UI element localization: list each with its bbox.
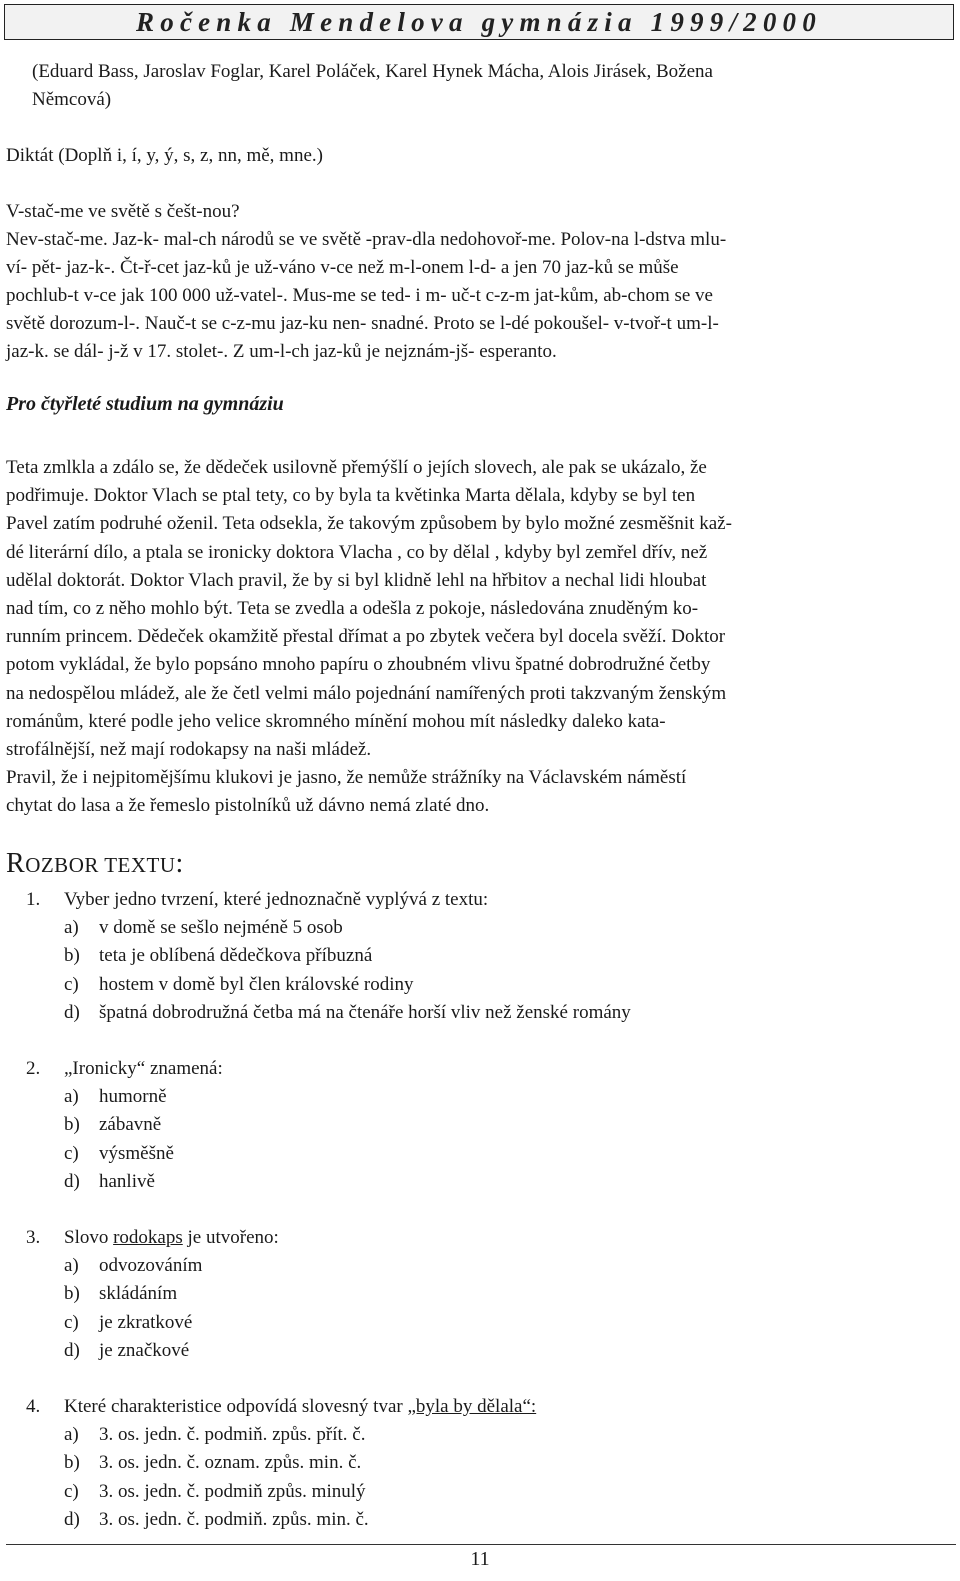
footer-divider bbox=[6, 1544, 956, 1545]
question-2-option: b) zábavně bbox=[64, 1114, 162, 1136]
question-4-option: a) 3. os. jedn. č. podmiň. způs. přít. č. bbox=[64, 1424, 366, 1446]
question-3-option: b) skládáním bbox=[64, 1283, 178, 1305]
question-3: 3. Slovo rodokaps je utvořeno: a) odvozováním b) skládáním c) je zkratkové d) je značkové bbox=[26, 1224, 279, 1365]
authors-list: (Eduard Bass, Jaroslav Foglar, Karel Poláček, Karel Hynek Mácha, Alois Jirásek, Božena Němcová) bbox=[32, 61, 713, 110]
question-3-option: c) je zkratkové bbox=[64, 1311, 193, 1333]
section-subheading: Pro čtyřleté studium na gymnáziu bbox=[6, 393, 284, 415]
header-title: Ročenka Mendelova gymnázia 1999/2000 bbox=[136, 6, 822, 37]
passage-paragraph-1: Teta zmlkla a zdálo se, že dědeček usilovně přemýšlí o jejích slovech, ale pak se ukázalo, že podřimuje. Doktor Vlach se ptal tety, co by byla ta květinka Marta dělala, kdyby se byl ten Pavel zatím podruhé oženil. Teta odsekla, že takovým způsobem by bylo možné zesměšnit kaž- dé literární dílo, a ptala se ironicky doktora Vlacha , co by dělal , kdyby byl zemřel dřív, než udělal doktorát. Doktor Vlach pravil, že by si byl klidně lehl na hřbitov a nechal lidi hloubat nad tím, co z něho mohlo být. Teta se zvedla a odešla z pokoje, následována znuděným ko- runním princem. Dědeček okamžitě přestal dřímat a po zbytek večera byl docela svěží. Doktor potom vykládal, že bylo popsáno mnoho papíru o zhoubném vlivu špatné dobrodružné četby na nedospělou mládež, ale že četl velmi málo pojednání namířených proti takzvaným ženským románům, které podle jeho velice skromného mínění mohou mít následky daleko kata- strofálnější, než mají rodokapsy na naši mládež. Pravil, že i nejpitomějšímu klukovi je jasno, že nemůže strážníky na Václavském náměstí chytat do lasa a že řemeslo pistolníků už dávno nemá zlaté dno. bbox=[6, 457, 732, 817]
question-4-option: b) 3. os. jedn. č. oznam. způs. min. č. bbox=[64, 1452, 362, 1474]
question-1-option: a) v domě se sešlo nejméně 5 osob bbox=[64, 917, 343, 939]
question-1-option: b) teta je oblíbená dědečkova příbuzná bbox=[64, 945, 373, 967]
question-3-option: d) je značkové bbox=[64, 1339, 190, 1361]
question-2: 2. „Ironicky“ znamená: a) humorně b) zábavně c) výsměšně d) hanlivě bbox=[26, 1055, 223, 1196]
question-1-option: c) hostem v domě byl člen královské rodiny bbox=[64, 973, 414, 995]
question-1-option: d) špatná dobrodružná četba má na čtenáře horší vliv než ženské romány bbox=[64, 1001, 631, 1023]
dictation-title: Diktát (Doplň i, í, y, ý, s, z, nn, mě, mne.) bbox=[6, 145, 323, 166]
question-4-option: c) 3. os. jedn. č. podmiň způs. minulý bbox=[64, 1480, 366, 1502]
question-2-option: a) humorně bbox=[64, 1086, 167, 1108]
question-4: 4. Které charakteristice odpovídá slovesný tvar „byla by dělala“: a) 3. os. jedn. č. podmiň. způs. přít. č. b) 3. os. jedn. č. oznam. způs. min. č. c) 3. os. jedn. č. podmiň způs. minulý d) 3. os. jedn. č. podmiň. způs. min. č. bbox=[26, 1393, 536, 1534]
question-2-option: d) hanlivě bbox=[64, 1170, 155, 1192]
page-header bbox=[4, 4, 954, 40]
question-3-option: a) odvozováním bbox=[64, 1255, 203, 1277]
analysis-title: ROZBOR TEXTU: bbox=[6, 848, 184, 879]
dictation-text: V-stač-me ve světě s češt-nou? Nev-stač-me. Jaz-k- mal-ch národů se ve světě -prav-dla nedohovoř-me. Polov-na l-dstva mlu- ví- pět- jaz-k-. Čt-ř-cet jaz-ků je už-váno v-ce než m-l-onem l-d- a jen 70 jaz-ků se můše pochlub-t v-ce jak 100 000 už-vatel-. Mus-me se ted- i m- uč-t c-z-m jat-kům, ab-chom se ve světě dorozum-l-. Nauč-t se c-z-mu jaz-ku nen- snadné. Proto se l-dé pokoušel- v-tvoř-t um-l- jaz-k. se dál- j-ž v 17. stolet-. Z um-l-ch jaz-ků je nejznám-jš- esperanto. bbox=[6, 201, 727, 362]
question-1: 1. Vyber jedno tvrzení, které jednoznačně vyplývá z textu: a) v domě se sešlo nejméně 5 osob b) teta je oblíbená dědečkova příbuzná c) hostem v domě byl člen královské rodiny d) špatná dobrodružná četba má na čtenáře horší vliv než ženské romány bbox=[26, 886, 631, 1027]
question-2-option: c) výsměšně bbox=[64, 1142, 174, 1164]
page-number: 11 bbox=[470, 1548, 490, 1570]
question-4-option: d) 3. os. jedn. č. podmiň. způs. min. č. bbox=[64, 1508, 369, 1530]
